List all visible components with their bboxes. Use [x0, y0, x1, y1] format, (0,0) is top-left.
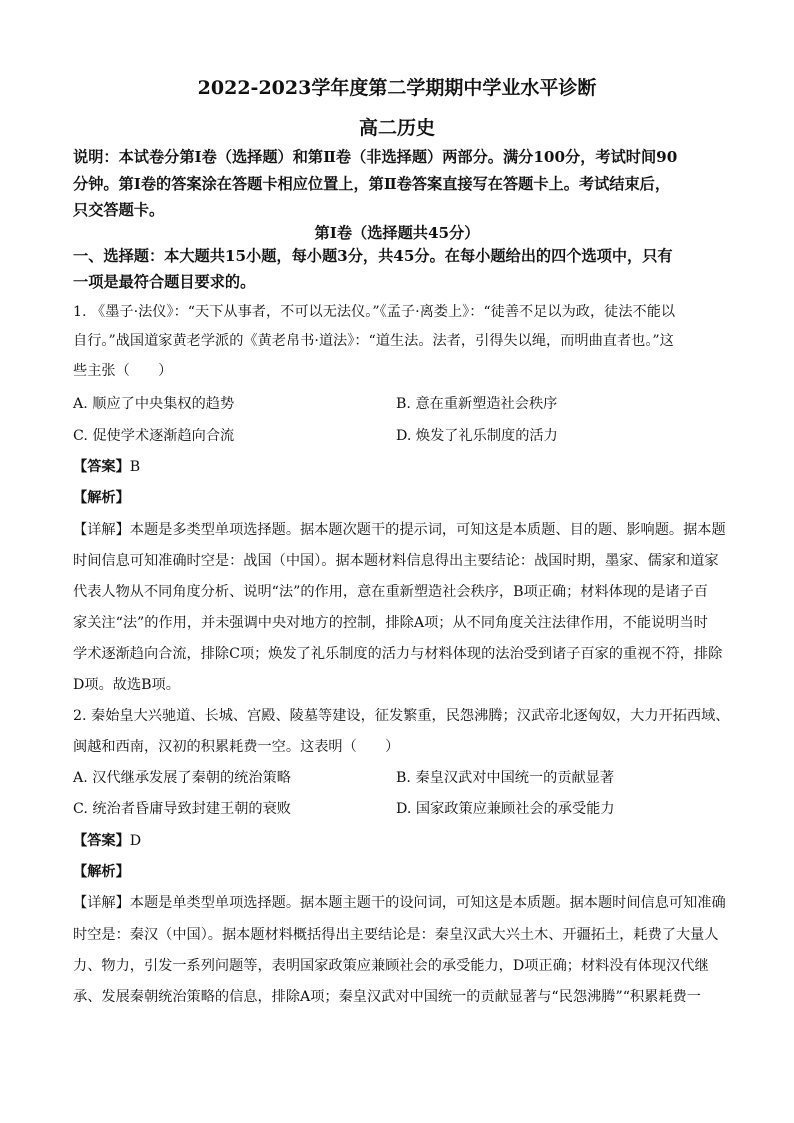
answer-line [73, 456, 140, 476]
instructions-line: 说明：本试卷分第Ⅰ卷（选择题）和第Ⅱ卷（非选择题）两部分。满分100分，考试时间90 [73, 148, 678, 166]
detail-line: 【详解】本题是单类型单项选择题。据本题主题干的设问词，可知这是本质题。据本题时间信息可知准确 [73, 895, 726, 911]
section-intro-line: 一项是最符合题目要求的。 [73, 273, 256, 291]
question-stem-line: 自行。”战国道家黄老学派的《黄老帛书·道法》：“道生法。法者，引得失以绳，而明曲直者也。”这 [73, 333, 674, 349]
detail-line: 代表人物从不同角度分析、说明“法”的作用，意在重新塑造社会秩序，B项正确；材料体现的是诸子百 [73, 584, 708, 600]
question-stem-line: 1. 《墨子·法仪》：“天下从事者，不可以无法仪。”《孟子·离娄上》：“徒善不足以为政，徒法不能以 [73, 304, 676, 320]
answer-value: D [129, 833, 142, 849]
section-intro-line: 一、选择题：本大题共15小题，每小题3分，共45分。在每小题给出的四个选项中，只有 [73, 247, 673, 265]
detail-line: 【详解】本题是多类型单项选择题。据本题次题干的提示词，可知这是本质题、目的题、影响题。据本题 [73, 522, 726, 538]
option-c: C. 促使学术逐渐趋向合流 [73, 428, 235, 444]
subject-title: 高二历史 [358, 117, 435, 139]
answer-line [73, 830, 141, 850]
detail-line: 家关注“法”的作用，并未强调中央对地方的控制，排除A项；从不同角度关注法律作用，不能说明当时 [73, 615, 708, 631]
option-b: B. 意在重新塑造社会秩序 [396, 396, 558, 412]
analysis-label: 【解析】 [73, 490, 130, 506]
detail-line: 承、发展秦朝统治策略的信息，排除A项；秦皇汉武对中国统一的贡献显著与“民怨沸腾”“积累耗费一 [73, 989, 701, 1005]
analysis-label: 【解析】 [73, 864, 130, 880]
answer-value: B [129, 459, 141, 475]
option-c: C. 统治者昏庸导致封建王朝的衰败 [73, 801, 291, 817]
detail-line: 力、物力，引发一系列问题等，表明国家政策应兼顾社会的承受能力，D项正确；材料没有体现汉代继 [73, 958, 709, 974]
option-d: D. 焕发了礼乐制度的活力 [396, 428, 558, 444]
instructions-line: 分钟。第Ⅰ卷的答案涂在答题卡相应位置上，第Ⅱ卷答案直接写在答题卡上。考试结束后， [73, 175, 671, 193]
option-a: A. 顺应了中央集权的趋势 [73, 396, 235, 412]
option-a: A. 汉代继承发展了秦朝的统治策略 [73, 770, 291, 786]
answer-label: 【答案】 [73, 833, 130, 849]
detail-line: 时间信息可知准确时空是：战国（中国）。据本题材料信息得出主要结论：战国时期，墨家、儒家和道家 [73, 553, 719, 569]
exam-title: 2022-2023学年度第二学期期中学业水平诊断 [197, 77, 597, 99]
question-stem-line: 2. 秦始皇大兴驰道、长城、宫殿、陵墓等建设，征发繁重，民怨沸腾；汉武帝北逐匈奴，大力开拓西域、 [73, 708, 730, 724]
answer-label: 【答案】 [73, 459, 130, 475]
detail-line: 学术逐渐趋向合流，排除C项；焕发了礼乐制度的活力与材料体现的法治受到诸子百家的重视不符，排除 [73, 646, 723, 662]
question-stem-line: 闽越和西南，汉初的积累耗费一空。这表明（ ） [73, 739, 400, 755]
option-b: B. 秦皇汉武对中国统一的贡献显著 [396, 770, 615, 786]
detail-line: D项。故选B项。 [73, 677, 180, 693]
instructions-line: 只交答题卡。 [73, 201, 165, 219]
option-d: D. 国家政策应兼顾社会的承受能力 [396, 801, 615, 817]
detail-line: 时空是：秦汉（中国）。据本题材料概括得出主要结论是：秦皇汉武大兴土木、开疆拓土，耗费了大量人 [73, 927, 719, 943]
question-stem-line: 些主张（ ） [73, 363, 173, 379]
section-title: 第Ⅰ卷（选择题共45分） [314, 224, 480, 242]
